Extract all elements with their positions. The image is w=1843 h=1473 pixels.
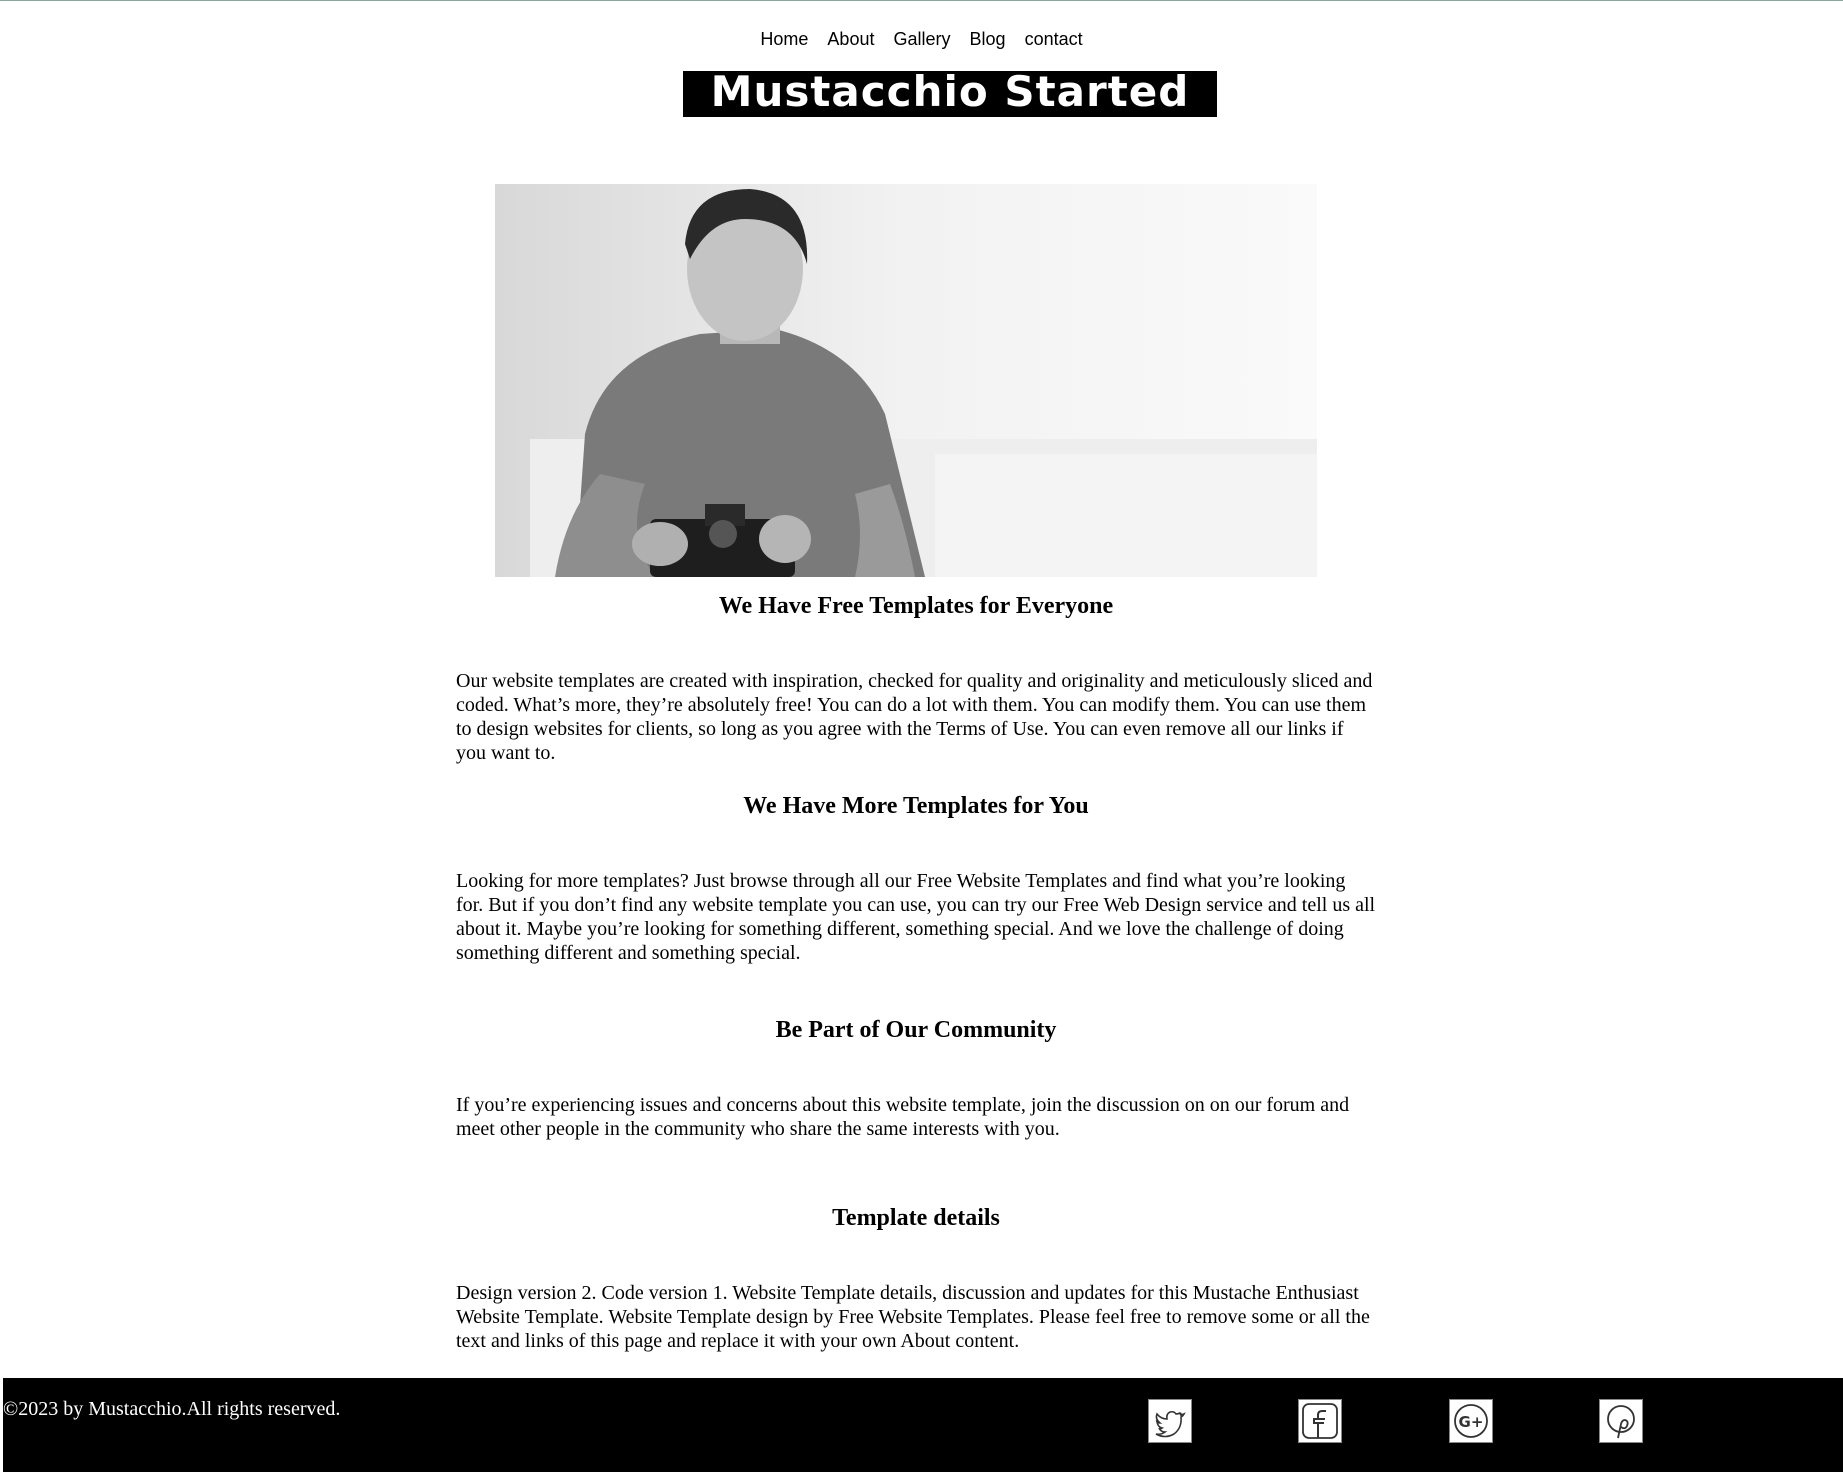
nav-about-link[interactable]: About [827, 29, 875, 49]
section-heading: Be Part of Our Community [775, 1017, 1057, 1043]
google-plus-icon[interactable] [1449, 1399, 1493, 1443]
svg-text:G+: G+ [1458, 1413, 1484, 1431]
nav-gallery-link[interactable]: Gallery [893, 29, 951, 49]
site-footer [3, 1378, 1843, 1472]
section-body: If you’re experiencing issues and concerns about this website template, join the discussion on on our forum and meet other people in the community who share the same interests with you. [456, 1094, 1350, 1140]
copyright-text: ©2023 by Mustacchio.All rights reserved. [3, 1398, 341, 1420]
section-heading: We Have More Templates for You [743, 793, 1089, 819]
facebook-icon[interactable] [1298, 1399, 1342, 1443]
section-heading: Template details [832, 1205, 1000, 1231]
site-logo: Mustacchio Started [683, 71, 1217, 117]
section-heading: We Have Free Templates for Everyone [718, 593, 1114, 619]
pinterest-icon[interactable] [1599, 1399, 1643, 1443]
section-body: Design version 2. Code version 1. Website Template details, discussion and updates for this Mustache Enthusiast Website Template. Website Template design by Free Website Templates. Please feel free to remove some or all the text and links of this page and replace it with your own About content. [456, 1282, 1370, 1352]
section-body: Our website templates are created with inspiration, checked for quality and originality and meticulously sliced and coded. What’s more, they’re absolutely free! You can do a lot with them. You can modify them. You can use them to design websites for clients, so long as you agree with the Terms of Use. You can even remove all our links if you want to. [456, 670, 1373, 764]
nav-home-link[interactable]: Home [760, 29, 809, 49]
nav-blog-link[interactable]: Blog [969, 29, 1006, 49]
hero-photo [495, 184, 1317, 577]
twitter-icon[interactable] [1148, 1399, 1192, 1443]
nav-contact-link[interactable]: contact [1024, 29, 1083, 49]
section-body: Looking for more templates? Just browse through all our Free Website Templates and find what you’re looking for. But if you don’t find any website template you can use, you can try our Free Web Design service and tell us all about it. Maybe you’re looking for something different, something special. And we love the challenge of doing something different and something special. [456, 870, 1376, 964]
main-nav [0, 29, 1843, 50]
